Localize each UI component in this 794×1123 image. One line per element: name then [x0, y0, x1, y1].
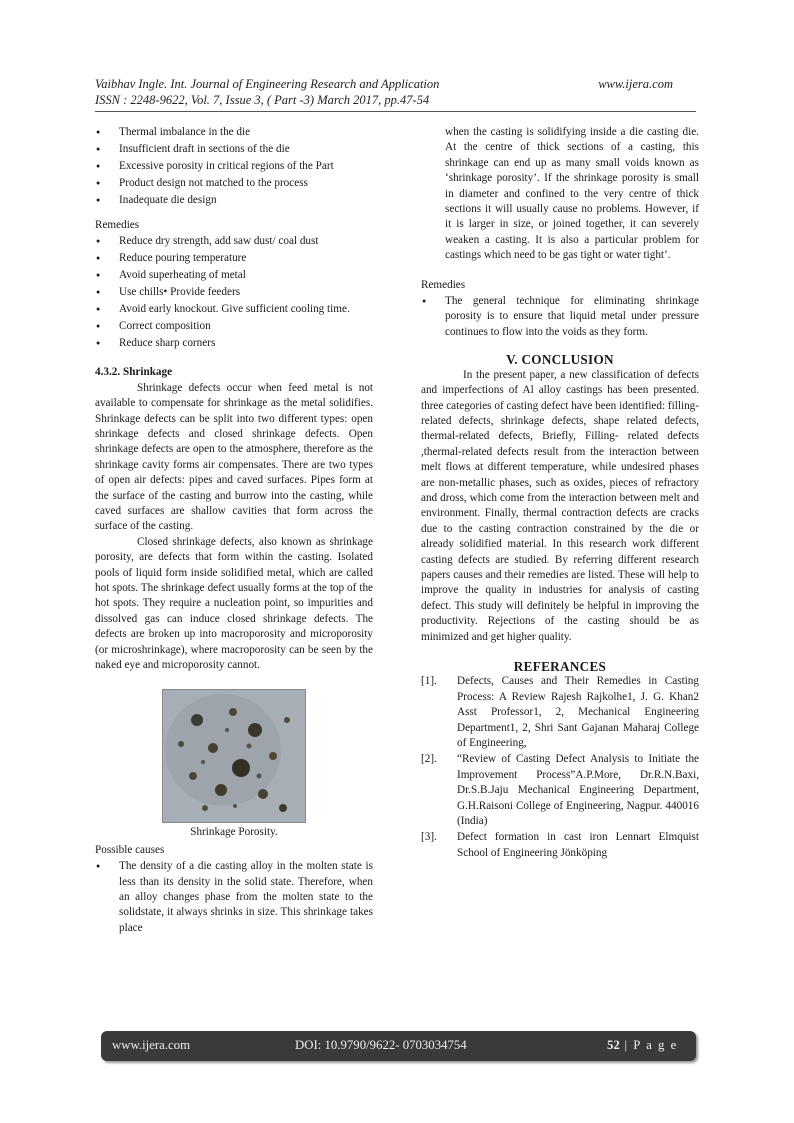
- reference-item: [421, 674, 699, 751]
- remedies-list: [421, 294, 699, 340]
- possible-causes-continued: [421, 125, 699, 264]
- list-item: ● Avoid early knockout. Give sufficient cooling time.: [95, 302, 373, 317]
- section-heading-shrinkage: 4.3.2. Shrinkage: [95, 366, 173, 379]
- footer-website-link[interactable]: www.ijera.com: [112, 1038, 191, 1052]
- page-number: 52: [607, 1038, 620, 1052]
- remedies-label: Remedies: [421, 278, 466, 291]
- reference-text: Defect formation in cast iron Lennart Elmquist School of Engineering Jönköping: [457, 831, 699, 859]
- right-column: [421, 125, 699, 862]
- references-list: [421, 674, 699, 861]
- reference-item: [421, 752, 699, 829]
- reference-number: [2].: [421, 753, 437, 766]
- footer-doi: DOI: 10.9790/9622- 0703034754: [295, 1038, 467, 1052]
- list-item: ● Inadequate die design: [95, 193, 373, 208]
- figure-caption: Shrinkage Porosity.: [190, 826, 278, 839]
- shrinkage-porosity-photo: [162, 689, 306, 823]
- journal-website-link[interactable]: www.ijera.com: [598, 77, 673, 91]
- shrinkage-paragraph-2: Closed shrinkage defects, also known as shrinkage porosity, are defects that form within the casting. Isolated pools of liquid form inside solidified metal, which are called hot spots. The shrinkage defect usually forms at the top of the hot spots. They require a nucleation point, so impurities and dissolved gas can induce closed shrinkage defects. The defects are broken up into macroporosity and microporosity (or microshrinkage), where macroporosity can be seen by the naked eye and microporosity cannot.: [95, 535, 373, 671]
- reference-text: Defects, Causes and Their Remedies in Casting Process: A Review Rajesh Rajkolhe1, J. G. Khan2 Asst Professor1, 2, Mechanical Engineering Department1, 2, Shri Sant Gajanan Maharaj College of Engineering,: [457, 675, 699, 750]
- footer-page-indicator: [607, 1038, 678, 1053]
- page-footer: [101, 1031, 696, 1061]
- page-label: | P a g e: [619, 1038, 678, 1052]
- causes-list: [95, 125, 373, 208]
- remedies-list: [95, 234, 373, 351]
- list-item: ● Excessive porosity in critical regions of the Part: [95, 159, 373, 174]
- list-item: ● Reduce pouring temperature: [95, 251, 373, 266]
- figure-shrinkage-porosity: [95, 689, 373, 840]
- header-rule: [95, 111, 696, 112]
- reference-number: [1].: [421, 675, 437, 688]
- reference-text: “Review of Casting Defect Analysis to Initiate the Improvement Process”A.P.More, Dr.R.N.Baxi, Dr.S.B.Jaju Mechanical Engineering Department, G.H.Raisoni College of Engineering, Nagpur. 440016 (India): [457, 753, 699, 828]
- reference-item: [421, 830, 699, 861]
- list-item: ● Avoid superheating of metal: [95, 268, 373, 283]
- list-item: ● The general technique for eliminating shrinkage porosity is to ensure that liquid metal under pressure continues to flow into the voids as they form.: [421, 294, 699, 340]
- left-column: [95, 125, 373, 938]
- reference-number: [3].: [421, 831, 437, 844]
- possible-causes-label: Possible causes: [95, 843, 165, 856]
- journal-citation: Vaibhav Ingle. Int. Journal of Engineering Research and Application: [95, 77, 440, 91]
- issue-info: ISSN : 2248-9622, Vol. 7, Issue 3, ( Part -3) March 2017, pp.47-54: [95, 93, 430, 107]
- running-header: [95, 76, 695, 108]
- list-item: ● Thermal imbalance in the die: [95, 125, 373, 140]
- list-item-continued: when the casting is solidifying inside a die casting die. At the centre of thick sections of a casting, this shrinkage can end up as many small voids known as ‘shrinkage porosity’. If the shrinkage porosity is small in diameter and confined to the very centre of thick sections it will usually cause no problems. However, if it is larger in size, or joined together, it can severely weaken a casting. It is also a particular problem for castings which need to be gas tight or water tight’.: [445, 126, 699, 262]
- list-item: ● Correct composition: [95, 319, 373, 334]
- possible-causes-list: [95, 859, 373, 936]
- list-item: ● The density of a die casting alloy in the molten state is less than its density in the solid state. Therefore, when an alloy changes phase from the molten state to the solidstate, it always shrinks in size. This shrinkage takes place: [95, 859, 373, 936]
- shrinkage-paragraph-1: Shrinkage defects occur when feed metal is not available to compensate for shrinkage as the metal solidifies. Shrinkage defects can be split into two different types: open shrinkage defects and closed shrinkage defects. Open shrinkage defects are open to the atmosphere, therefore as the shrinkage cavity forms air compensates. There are two types of open air defects: pipes and caved surfaces. Pipes form at the surface of the casting and burrow into the casting, while caved surfaces are shallow cavities that form across the surface of the casting.: [95, 381, 373, 533]
- list-item: ● Reduce sharp corners: [95, 336, 373, 351]
- list-item: ● Reduce dry strength, add saw dust/ coal dust: [95, 234, 373, 249]
- conclusion-paragraph: In the present paper, a new classification of defects and imperfections of Al alloy castings has been presented. three categories of casting defect have been identified: filling-related defects, shrinkage defects, shape related defects, thermal-related defects, Briefly, Filling- related defects ,thermal-related defects result from the interaction between melt flows at different temperature, while undesired phases are non-metallic phases, such as oxides, pieces of refractory and dross, which come from the interaction between melt and environment. Finally, thermal contraction defects are cracks due to the casting contraction constrained by the die or already solidified material. In this research work different casting defects are studied. By referring different research papers causes and their remedies are listed. These will help to improve the quality in industries for analysis of casting defect. This study will definitely be helpful in improving the productivity. Rejections of the casting should be as minimized and get higher quality.: [421, 368, 699, 643]
- remedies-label: Remedies: [95, 219, 140, 232]
- list-item: ● Insufficient draft in sections of the die: [95, 142, 373, 157]
- list-item: ● Use chills• Provide feeders: [95, 285, 373, 300]
- section-heading-references: REFERANCES: [513, 659, 607, 674]
- section-heading-conclusion: V. CONCLUSION: [506, 352, 614, 368]
- list-item: ● Product design not matched to the process: [95, 176, 373, 191]
